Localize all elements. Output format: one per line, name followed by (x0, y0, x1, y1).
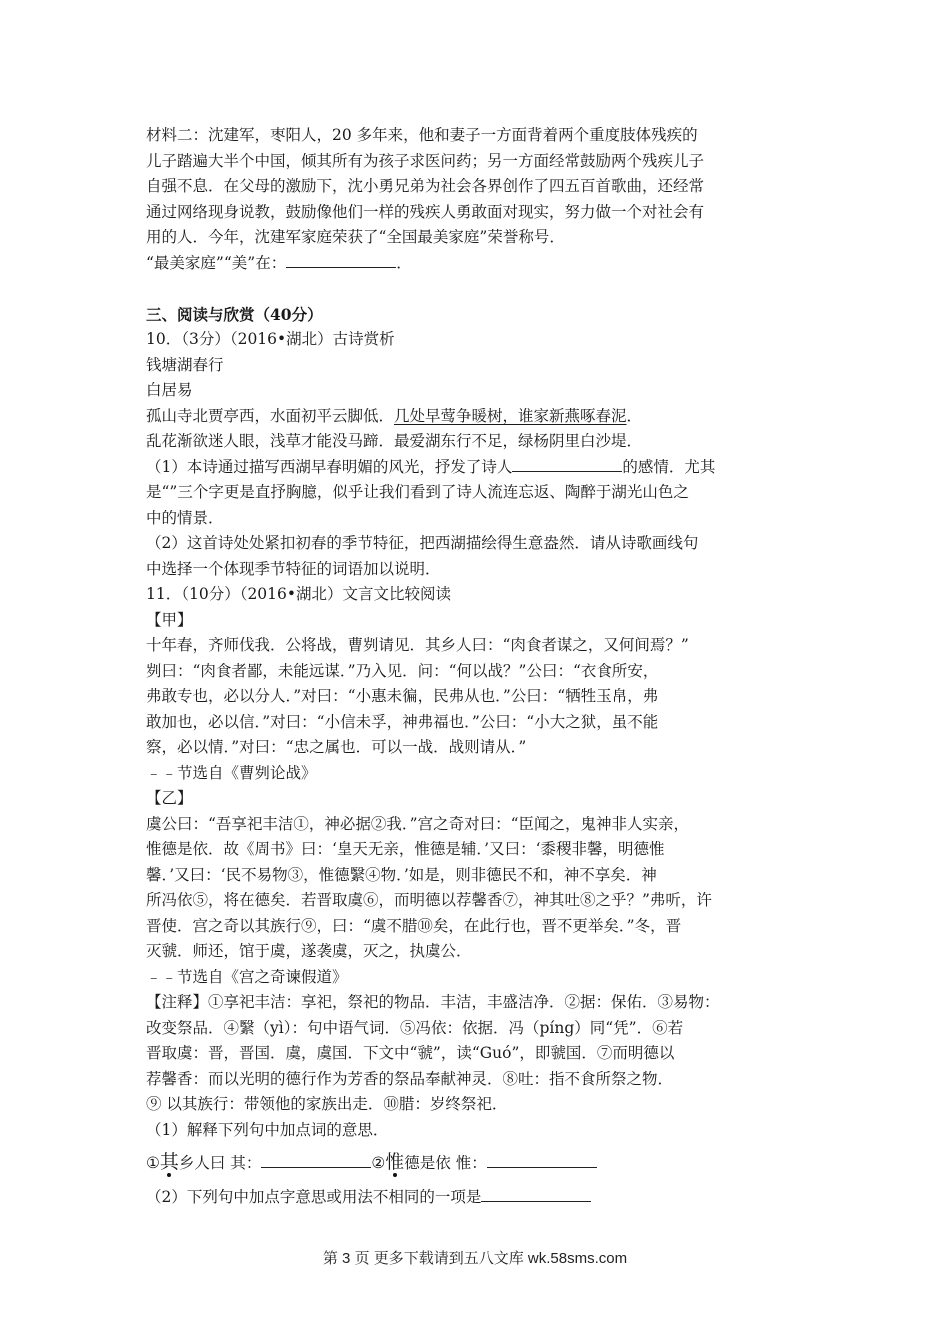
passage-line: 所冯依⑤，将在德矣．若晋取虞⑥，而明德以荐馨香⑦，神其吐⑧之乎？”弗听，许 (146, 891, 712, 909)
answer-blank[interactable] (487, 1151, 597, 1168)
paragraph-line: 用的人．今年，沈建军家庭荣获了“全国最美家庭”荣誉称号． (146, 228, 565, 246)
question-text: 的感情．尤其 (622, 457, 716, 476)
question-header: 10．（3分）（2016•湖北）古诗赏析 (146, 330, 395, 348)
poem-line: 乱花渐欲迷人眼，浅草才能没马蹄．最爱湖东行不足，绿杨阴里白沙堤． (146, 432, 643, 450)
notes-line (146, 990, 810, 1016)
notes-label: 【注释】 (146, 993, 209, 1011)
section-heading: 三、阅读与欣赏（40分） (146, 304, 323, 324)
question-10 (146, 327, 810, 582)
passage-label-jia: 【甲】 (146, 610, 193, 629)
notes-line: ⑨ 以其族行：带领他的家族出走．⑩腊：岁终祭祀． (146, 1095, 508, 1113)
sub-question-2: （2）这首诗处处紧扣初春的季节特征，把西湖描绘得生意盎然．请从诗歌画线句 (146, 534, 699, 552)
material-two (146, 123, 810, 276)
page-footer: 第 3 页 更多下载请到五八文库 wk.58sms.com (322, 1250, 628, 1267)
passage-line: 敢加也，必以信．”对曰：“小信未孚，神弗福也．”公曰：“小大之狱，虽不能 (146, 712, 659, 731)
page-content (146, 123, 810, 1211)
notes-line: 荐馨香：而以光明的德行作为芳香的祭品奉献神灵．⑧吐：指不食所祭之物． (146, 1069, 674, 1088)
poem-text: 孤山寺北贾亭西，水面初平云脚低． (146, 406, 395, 425)
question-text: （1）本诗通过描写西湖早春明媚的风光，抒发了诗人 (146, 457, 513, 476)
passage-line: 十年春，齐师伐我．公将战，曹刿请见．其乡人曰：“肉食者谋之，又何间焉？” (146, 636, 689, 654)
notes-line: 改变祭品．④繄（yì）：句中语气词．⑤冯依：依据．冯（píng）同“凭”．⑥若 (146, 1018, 684, 1037)
passage-line: 灭虢．师还，馆于虞，遂袭虞，灭之，执虞公． (146, 942, 472, 960)
question-text: （2）下列句中加点字意思或用法不相同的一项是 (146, 1188, 482, 1206)
paragraph-line: 儿子踏遍大半个中国，倾其所有为孩子求医问药；另一方面经常鼓励两个残疾儿子 (146, 151, 705, 170)
underlined-poem-text: 几处早莺争暖树，谁家新燕啄春泥 (394, 406, 627, 425)
paragraph-line: 材料二：沈建军，枣阳人，20 多年来，他和妻子一方面背着两个重度肢体残疾的 (146, 126, 698, 144)
passage-line: 察，必以情．”对曰：“忠之属也．可以一战．战则请从．” (146, 738, 527, 756)
spacer (146, 276, 810, 302)
paragraph-line: 自强不息．在父母的激励下，沈小勇兄弟为社会各界创作了四五百首歌曲，还经常 (146, 177, 705, 195)
item-number: ① (146, 1154, 160, 1172)
poem-author: 白居易 (146, 381, 193, 399)
sub-question-1-instruction: （1）解释下列句中加点词的意思． (146, 1120, 389, 1139)
passage-line: 晋使．宫之奇以其族行⑨，曰：“虞不腊⑩矣，在此行也，晋不更举矣．”冬，晋 (146, 916, 682, 935)
passage-line: 弗敢专也，必以分人．”对曰：“小惠未徧，民弗从也．”公曰：“牺牲玉帛，弗 (146, 687, 659, 705)
poem-line (146, 404, 810, 430)
sub-question-1-items (146, 1143, 810, 1185)
answer-blank[interactable] (512, 455, 622, 472)
question-11 (146, 582, 810, 1211)
passage-source: ﹣﹣节选自《宫之奇谏假道》 (146, 967, 348, 986)
passage-source: ﹣﹣节选自《曹刿论战》 (146, 763, 317, 782)
question-header: 11．（10分）（2016•湖北）文言文比较阅读 (146, 585, 452, 603)
passage-line: 刿曰：“肉食者鄙，未能远谋．”乃入见．问：“何以战？”公曰：“衣食所安， (146, 661, 659, 680)
question-text: 中的情景． (146, 508, 224, 527)
item-text: 乡人曰 其： (178, 1154, 262, 1172)
notes-text: ①享祀丰洁：享祀，祭祀的物品．丰洁，丰盛洁净．②据：保佑．③易物： (208, 993, 720, 1011)
sub-question-1 (146, 455, 810, 481)
sub-question-2 (146, 1185, 810, 1211)
passage-line: 虞公曰：“吾享祀丰洁①，神必据②我．”宫之奇对曰：“臣闻之，鬼神非人实亲， (146, 814, 690, 833)
poem-title: 钱塘湖春行 (146, 355, 224, 374)
dotted-character: 其 (159, 1151, 179, 1173)
question-text: 中选择一个体现季节特征的词语加以说明． (146, 559, 441, 578)
answer-blank[interactable] (286, 251, 396, 268)
answer-blank[interactable] (481, 1185, 591, 1202)
passage-line: 惟德是依．故《周书》曰：‘皇天无亲，惟德是辅．’又曰：‘黍稷非馨，明德惟 (146, 840, 665, 858)
passage-line: 馨．’又曰：‘民不易物③，惟德繄④物．’如是，则非德民不和，神不享矣．神 (146, 865, 657, 884)
paragraph-line: 通过网络现身说教，鼓励像他们一样的残疾人勇敢面对现实，努力做一个对社会有 (146, 202, 705, 221)
item-number: ② (371, 1154, 386, 1172)
poem-text: ． (626, 406, 643, 425)
passage-label-yi: 【乙】 (146, 789, 193, 807)
answer-blank[interactable] (261, 1151, 371, 1168)
question-text: ． (396, 253, 412, 272)
notes-line: 晋取虞：晋，晋国．虞，虞国．下文中“虢”，读“Guó”，即虢国．⑦而明德以 (146, 1044, 675, 1062)
dotted-character: 惟 (385, 1151, 405, 1173)
item-text: 德是依 惟： (404, 1154, 487, 1172)
question-text: “最美家庭”“美”在： (146, 253, 287, 272)
question-text: 是“”三个字更是直抒胸臆，似乎让我们看到了诗人流连忘返、陶醉于湖光山色之 (146, 483, 689, 501)
fill-blank-question (146, 251, 810, 277)
